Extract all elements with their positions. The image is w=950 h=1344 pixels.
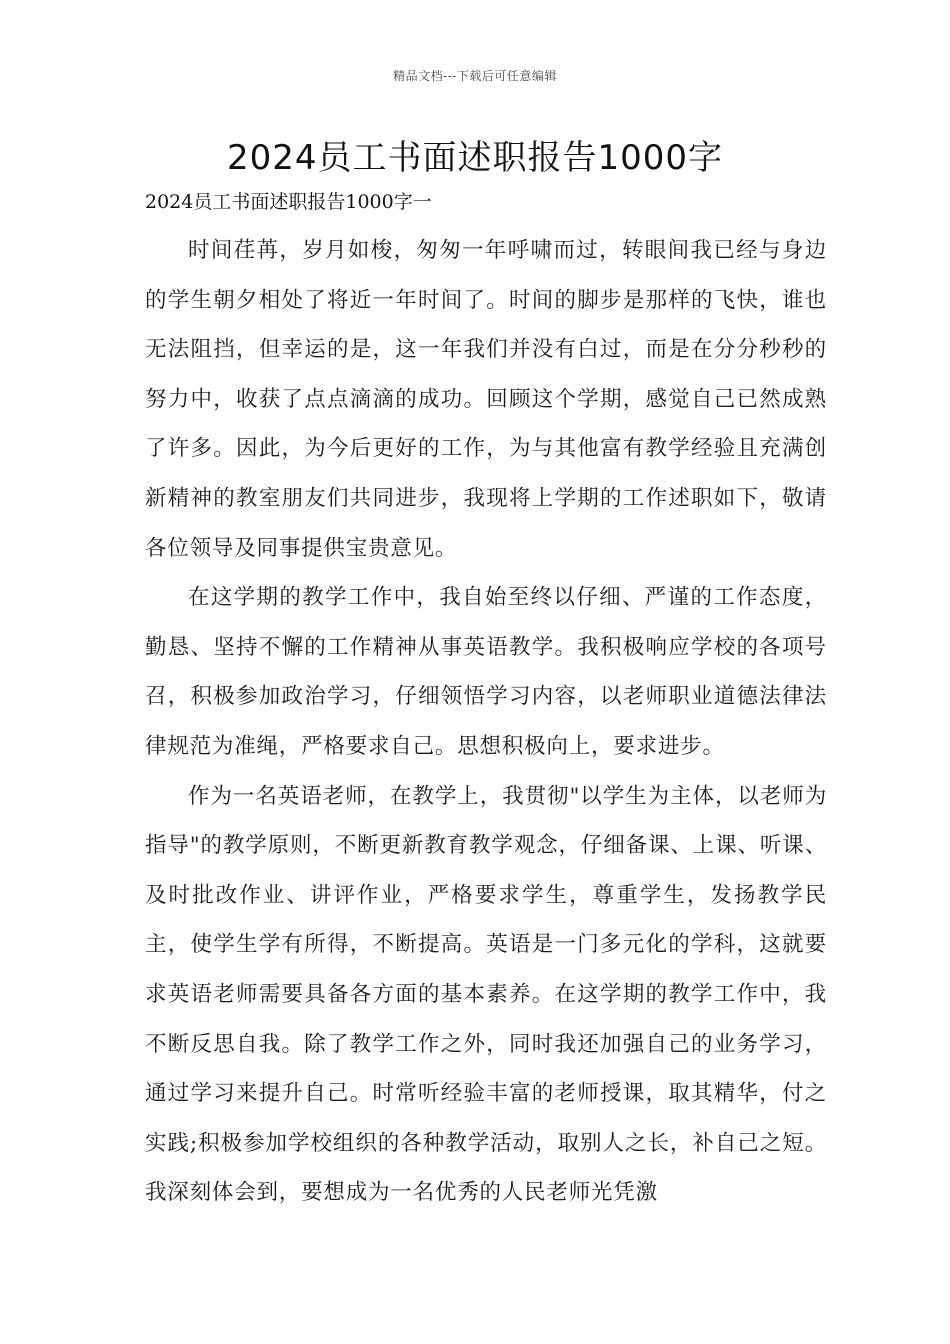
paragraph-2: 在这学期的教学工作中，我自始至终以仔细、严谨的工作态度，勤恳、坚持不懈的工作精神从事英语教学。我积极响应学校的各项号召，积极参加政治学习，仔细领悟学习内容，以老师职业道德法律法律规范为准绳，严格要求自己。思想积极向上，要求进步。: [145, 585, 827, 759]
paragraph-3: 作为一名英语老师，在教学上，我贯彻"以学生为主体，以老师为指导"的教学原则，不断更新教育教学观念，仔细备课、上课、听课、及时批改作业、讲评作业，严格要求学生，尊重学生，发扬教学民主，使学生学有所得，不断提高。英语是一门多元化的学科，这就要求英语老师需要具备各方面的基本素养。在这学期的教学工作中，我不断反思自我。除了教学工作之外，同时我还加强自己的业务学习，通过学习来提升自己。时常听经验丰富的老师授课，取其精华，付之实践;积极参加学校组织的各种教学活动，取别人之长，补自己之短。我深刻体会到，要想成为一名优秀的人民老师光凭激: [145, 783, 827, 1206]
header-note: 精品文档---下载后可任意编辑: [393, 69, 557, 83]
document-title: 2024员工书面述职报告1000字: [226, 138, 724, 178]
paragraph-1: 时间荏苒，岁月如梭，匆匆一年呼啸而过，转眼间我已经与身边的学生朝夕相处了将近一年时间了。时间的脚步是那样的飞快，谁也无法阻挡，但幸运的是，这一年我们并没有白过，而是在分分秒秒的努力中，收获了点点滴滴的成功。回顾这个学期，感觉自己已然成熟了许多。因此，为今后更好的工作，为与其他富有教学经验且充满创新精神的教室朋友们共同进步，我现将上学期的工作述职如下，敬请各位领导及同事提供宝贵意见。: [145, 238, 827, 561]
document-subtitle: 2024员工书面述职报告1000字一: [145, 191, 432, 213]
document-body: [145, 226, 827, 1218]
